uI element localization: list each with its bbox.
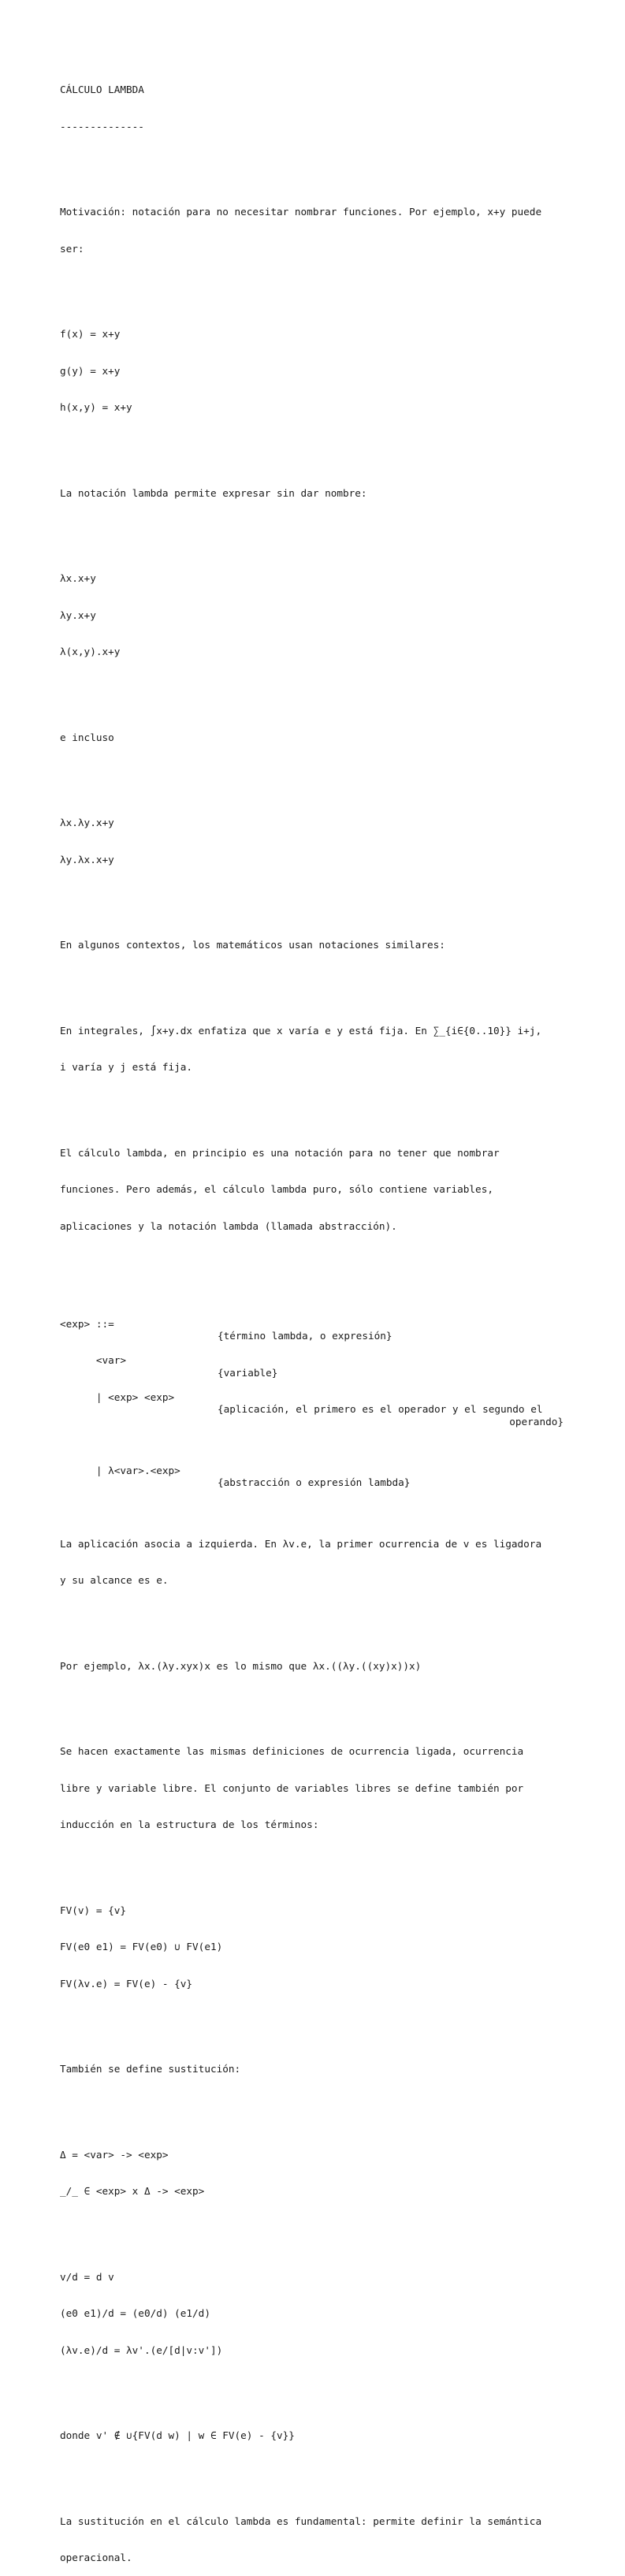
paragraph-line: funciones. Pero además, el cálculo lambda puro, sólo contiene variables, xyxy=(60,1183,493,1195)
code-line: v/d = d v xyxy=(60,2270,114,2283)
code-line: λ(x,y).x+y xyxy=(60,646,121,657)
paragraph-line: El cálculo lambda, en principio es una notación para no tener que nombrar xyxy=(60,1146,500,1159)
code-line: (e0 e1)/d = (e0/d) (e1/d) xyxy=(60,2307,210,2319)
code-line: λy.λx.x+y xyxy=(60,853,114,865)
paragraph-line: En integrales, ∫x+y.dx enfatiza que x varía e y está fija. En ∑_{i∈{0..10}} i+j, xyxy=(60,1024,542,1037)
grammar-comment: {aplicación, el primero es el operador y el segundo el xyxy=(218,1403,543,1415)
paragraph-line: i varía y j está fija. xyxy=(60,1061,193,1073)
grammar-comment: {término lambda, o expresión} xyxy=(218,1330,392,1342)
paragraph-line: Motivación: notación para no necesitar nombrar funciones. Por ejemplo, x+y puede xyxy=(60,206,542,218)
code-line: f(x) = x+y xyxy=(60,328,121,340)
code-line: λy.x+y xyxy=(60,609,96,621)
code-line: λx.x+y xyxy=(60,572,96,584)
code-line: Δ = <var> -> <exp> xyxy=(60,2148,169,2161)
paragraph-line: operacional. xyxy=(60,2552,132,2563)
paragraph-line: ser: xyxy=(60,242,84,255)
code-line: FV(e0 e1) = FV(e0) ∪ FV(e1) xyxy=(60,1941,223,1952)
paragraph-line: Se hacen exactamente las mismas definiciones de ocurrencia ligada, ocurrencia xyxy=(60,1745,524,1757)
paragraph-line: En algunos contextos, los matemáticos usan notaciones similares: xyxy=(60,939,445,951)
grammar-lhs: <exp> ::= xyxy=(60,1317,114,1330)
code-line: (λv.e)/d = λv'.(e/[d|v:v']) xyxy=(60,2343,223,2356)
grammar-rule xyxy=(60,1305,572,1342)
paragraph-line: inducción en la estructura de los términos: xyxy=(60,1818,319,1830)
paragraph-line: donde v' ∉ ∪{FV(d w) | w ∈ FV(e) - {v}} xyxy=(60,2429,295,2441)
grammar-comment-continuation: operando} xyxy=(509,1415,564,1428)
doc-title: CÁLCULO LAMBDA xyxy=(60,84,144,95)
paragraph-line: y su alcance es e. xyxy=(60,1574,169,1586)
grammar-rule xyxy=(60,1452,572,1488)
grammar-rule xyxy=(60,1342,572,1379)
code-line: FV(λv.e) = FV(e) - {v} xyxy=(60,1977,193,1990)
grammar-rule xyxy=(60,1379,572,1415)
grammar-comment: {variable} xyxy=(218,1366,278,1379)
document-body xyxy=(60,59,572,2576)
grammar-lhs: | λ<var>.<exp> xyxy=(60,1464,180,1476)
paragraph-line: aplicaciones y la notación lambda (llamada abstracción). xyxy=(60,1219,397,1232)
code-line: λx.λy.x+y xyxy=(60,817,114,828)
paragraph-line: La notación lambda permite expresar sin dar nombre: xyxy=(60,486,367,499)
code-line: FV(v) = {v} xyxy=(60,1904,127,1916)
paragraph-line: libre y variable libre. El conjunto de variables libres se define también por xyxy=(60,1781,524,1794)
title-underline: -------------- xyxy=(60,120,144,132)
grammar-lhs: | <exp> <exp> xyxy=(60,1390,175,1403)
code-line: h(x,y) = x+y xyxy=(60,401,132,413)
code-line: g(y) = x+y xyxy=(60,364,121,377)
paragraph-line: La aplicación asocia a izquierda. En λv.e, la primer ocurrencia de v es ligadora xyxy=(60,1537,542,1550)
grammar-comment: {abstracción o expresión lambda} xyxy=(218,1476,411,1488)
paragraph-line: Por ejemplo, λx.(λy.xyx)x es lo mismo que λx.((λy.((xy)x))x) xyxy=(60,1659,422,1672)
paragraph-line: También se define sustitución: xyxy=(60,2063,241,2075)
paragraph-line: La sustitución en el cálculo lambda es fundamental: permite definir la semántica xyxy=(60,2515,542,2527)
grammar-lhs: <var> xyxy=(60,1354,127,1366)
code-line: _/_ ∈ <exp> x Δ -> <exp> xyxy=(60,2185,205,2197)
paragraph-line: e incluso xyxy=(60,731,114,743)
